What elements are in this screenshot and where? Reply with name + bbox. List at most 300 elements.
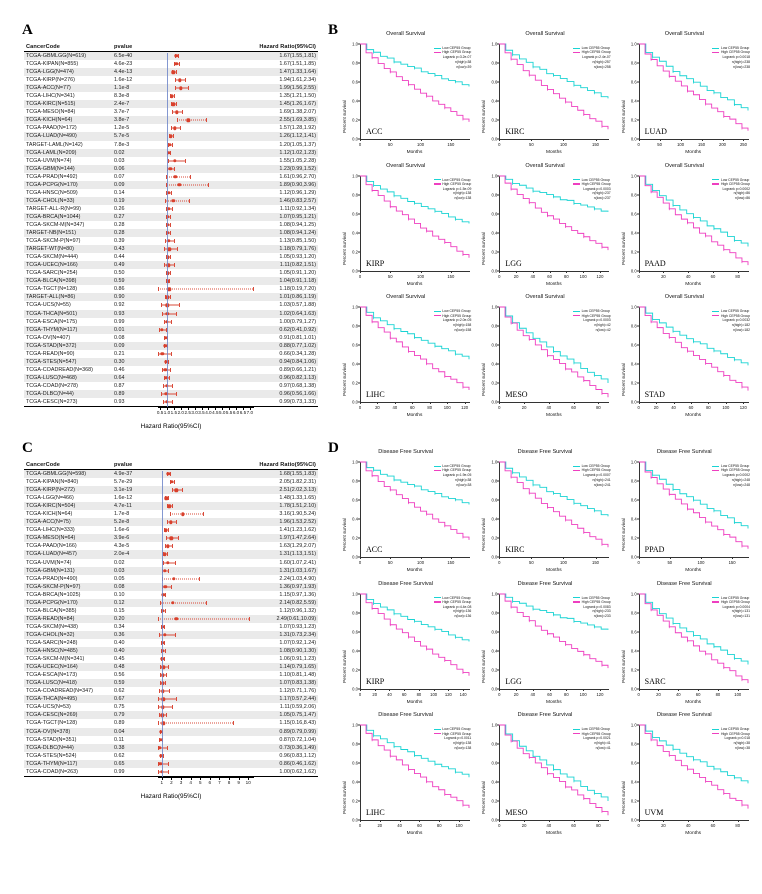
forest-marker-cell bbox=[158, 293, 254, 301]
forest-row bbox=[24, 76, 318, 84]
pvalue-cell: 0.40 bbox=[114, 639, 125, 646]
legend-entry-high bbox=[434, 314, 472, 318]
forest-row bbox=[24, 494, 318, 502]
forest-marker-cell bbox=[158, 623, 254, 631]
km-plot-title: Overall Survival bbox=[525, 162, 565, 169]
forest-row bbox=[24, 711, 318, 719]
km-x-tick-label: 50 bbox=[387, 142, 393, 147]
axis-tick-label: 5.5 bbox=[225, 410, 233, 416]
km-plot-title: Disease Free Survival bbox=[517, 449, 573, 455]
column-header-code: CancerCode bbox=[24, 462, 114, 470]
forest-marker-cell bbox=[158, 310, 254, 318]
forest-marker-cell bbox=[158, 76, 254, 84]
ci-cap bbox=[253, 287, 254, 291]
ci-cap bbox=[233, 721, 234, 725]
pvalue-cell: 0.15 bbox=[114, 607, 125, 614]
km-cancer-code: PAAD bbox=[644, 258, 666, 268]
hazard-ratio-point bbox=[172, 577, 175, 580]
ci-cap bbox=[171, 320, 172, 324]
forest-row bbox=[24, 157, 318, 165]
km-y-tick-label: 0.6 bbox=[491, 342, 498, 348]
km-plot-title: Overall Survival bbox=[386, 162, 426, 169]
legend-label-low: Low CEP55 Group bbox=[442, 309, 471, 314]
km-y-axis-label: Percent survival bbox=[620, 781, 626, 815]
forest-marker-cell bbox=[158, 671, 254, 679]
cancer-code-cell: TCGA-HNSC(N=509) bbox=[26, 189, 78, 196]
confidence-interval-line bbox=[161, 393, 176, 394]
km-x-tick-label: 20 bbox=[656, 691, 661, 697]
ci-cap bbox=[168, 528, 169, 532]
legend-logrank: Logrank p=0.0003 bbox=[583, 186, 611, 191]
km-y-tick-label: 0.2 bbox=[491, 117, 498, 123]
pvalue-cell: 0.04 bbox=[114, 728, 158, 736]
km-x-tick-label: 0 bbox=[637, 273, 640, 279]
forest-header-row bbox=[24, 44, 318, 52]
legend-logrank: Logrank p=0.0018 bbox=[722, 55, 750, 59]
km-plot-kirc bbox=[475, 30, 614, 162]
forest-row bbox=[24, 719, 318, 727]
hazard-ratio-cell: 1.06(0.91,1.23) bbox=[279, 656, 316, 663]
km-plot-title: Disease Free Survival bbox=[517, 712, 573, 719]
km-legend bbox=[434, 309, 472, 332]
km-y-tick-label: 0.2 bbox=[491, 667, 498, 673]
km-x-tick-label: 50 bbox=[667, 560, 673, 565]
hazard-ratio-cell: 3.16(1.90,5.24) bbox=[279, 511, 316, 518]
cancer-code-cell: TCGA-STAD(N=372) bbox=[24, 342, 114, 350]
km-x-tick-label: 20 bbox=[661, 823, 666, 829]
cancer-code-cell: TCGA-BLCA(N=385) bbox=[26, 607, 77, 614]
legend-n-low: n(low)=38 bbox=[456, 482, 472, 487]
cancer-code-cell: TCGA-THYM(N=117) bbox=[24, 760, 114, 768]
ci-cap bbox=[182, 488, 183, 492]
legend-label-high: High CEP55 Group bbox=[581, 599, 611, 604]
legend-label-low: Low CEP55 Group bbox=[720, 177, 750, 182]
hazard-ratio-cell: 1.17(0.57,2.44) bbox=[254, 695, 318, 703]
forest-marker-cell bbox=[158, 342, 254, 350]
pvalue-cell: 3.9e-6 bbox=[114, 534, 158, 542]
forest-marker-cell bbox=[158, 631, 254, 639]
km-y-tick-label: 1.0 bbox=[352, 722, 358, 728]
km-y-tick-label: 0.8 bbox=[491, 741, 498, 747]
legend-n-high: n(high)=138 bbox=[453, 741, 472, 746]
legend-n-high: n(high)=38 bbox=[455, 477, 472, 482]
legend-n-high: n(high)=136 bbox=[453, 609, 472, 614]
cancer-code-cell: TCGA-ESCA(N=175) bbox=[26, 318, 78, 325]
km-x-tick-label: 100 bbox=[579, 273, 587, 279]
cancer-code-cell: TCGA-LUAD(N=490) bbox=[24, 132, 114, 140]
axis-tick-label: 0.5 bbox=[156, 410, 164, 416]
axis-tick-label: 2.0 bbox=[177, 410, 184, 416]
ci-cap bbox=[175, 78, 176, 82]
km-plot-luad bbox=[615, 30, 754, 162]
km-y-axis-label: Percent survival bbox=[481, 363, 487, 397]
km-y-tick-label: 0.8 bbox=[352, 478, 358, 484]
hazard-ratio-cell: 1.02(0.64,1.63) bbox=[254, 310, 318, 318]
hazard-ratio-cell: 0.62(0.41,0.92) bbox=[254, 326, 318, 334]
legend-n-high: n(high)=138 bbox=[453, 191, 472, 196]
column-header-p: pvalue bbox=[114, 462, 158, 470]
forest-table-c bbox=[24, 462, 318, 776]
km-plot-uvm bbox=[615, 711, 754, 843]
hazard-ratio-cell: 1.67(1.51,1.85) bbox=[279, 61, 316, 68]
pvalue-cell: 1.2e-5 bbox=[114, 125, 130, 132]
ci-cap bbox=[174, 239, 175, 243]
legend-logrank: Logrank p=2.0e-05 bbox=[442, 318, 472, 323]
ci-cap bbox=[162, 312, 163, 316]
ci-cap bbox=[176, 520, 177, 524]
forest-marker-cell bbox=[158, 736, 254, 744]
ci-cap bbox=[172, 544, 173, 548]
legend-label-high: High CEP55 Group bbox=[581, 50, 611, 55]
pvalue-cell: 0.93 bbox=[114, 310, 158, 318]
forest-row bbox=[24, 141, 318, 149]
hazard-ratio-cell: 1.99(1.56,2.55) bbox=[254, 84, 318, 92]
km-cancer-code: KIRP bbox=[366, 258, 385, 268]
hazard-ratio-cell: 0.88(0.77,1.02) bbox=[254, 342, 318, 350]
km-x-tick-label: 40 bbox=[685, 823, 691, 829]
km-y-tick-label: 0.6 bbox=[630, 497, 637, 503]
hazard-ratio-point bbox=[169, 537, 172, 540]
ci-cap bbox=[165, 649, 166, 653]
cancer-code-cell: TCGA-CHOL(N=32) bbox=[24, 631, 114, 639]
hazard-ratio-cell: 1.07(0.93,1.23) bbox=[279, 623, 316, 630]
legend-label-low: Low CEP55 Group bbox=[442, 177, 471, 182]
hazard-ratio-cell: 0.87(0.72,1.04) bbox=[279, 736, 316, 743]
km-x-tick-label: 60 bbox=[547, 273, 552, 279]
forest-row bbox=[24, 615, 318, 623]
km-y-tick-label: 0.0 bbox=[630, 268, 637, 274]
forest-row bbox=[24, 591, 318, 599]
hazard-ratio-point bbox=[169, 521, 172, 524]
km-y-tick-label: 1.0 bbox=[491, 722, 498, 728]
km-y-tick-label: 0.6 bbox=[491, 79, 498, 85]
km-y-axis-label: Percent survival bbox=[342, 781, 347, 815]
forest-marker-cell bbox=[158, 181, 254, 189]
hazard-ratio-point bbox=[171, 601, 174, 604]
hazard-ratio-cell: 1.18(0.19,7.20) bbox=[279, 286, 316, 293]
ci-cap bbox=[185, 78, 186, 82]
axis-tick-label: 6.5 bbox=[239, 410, 247, 416]
legend-logrank: Logrank p=3.2e-07 bbox=[442, 55, 472, 59]
km-x-tick-label: 40 bbox=[685, 273, 691, 279]
ci-cap bbox=[173, 134, 174, 138]
km-x-tick-label: 100 bbox=[579, 691, 587, 697]
km-x-axis-label: Months bbox=[685, 699, 702, 705]
km-legend bbox=[573, 727, 611, 750]
confidence-interval-line bbox=[162, 313, 176, 314]
legend-label-high: High CEP55 Group bbox=[720, 468, 750, 473]
ci-cap bbox=[158, 721, 159, 725]
km-plot-title: Disease Free Survival bbox=[656, 712, 712, 719]
forest-row bbox=[24, 293, 318, 301]
forest-row bbox=[24, 639, 318, 647]
legend-label-high: High CEP55 Group bbox=[442, 313, 472, 318]
km-x-tick-label: 100 bbox=[455, 823, 463, 829]
forest-row bbox=[24, 269, 318, 277]
km-legend bbox=[712, 727, 750, 750]
forest-row bbox=[24, 478, 318, 486]
km-cancer-code: PPAD bbox=[644, 545, 665, 554]
legend-swatch-high bbox=[573, 601, 580, 602]
forest-row bbox=[24, 60, 318, 68]
ci-cap bbox=[175, 633, 176, 637]
ci-cap bbox=[158, 287, 159, 291]
km-x-tick-label: 50 bbox=[529, 142, 534, 147]
km-x-tick-label: 0 bbox=[498, 560, 501, 565]
legend-n-low: n(low)=136 bbox=[454, 614, 472, 619]
km-y-tick-label: 0.8 bbox=[352, 60, 358, 66]
km-x-axis-label: Months bbox=[406, 568, 423, 573]
ci-cap bbox=[190, 175, 191, 179]
legend-swatch-high bbox=[434, 183, 441, 184]
km-y-tick-label: 0.8 bbox=[491, 192, 498, 198]
forest-marker-cell bbox=[158, 350, 254, 358]
ci-cap bbox=[168, 569, 169, 573]
km-x-tick-label: 60 bbox=[547, 691, 552, 697]
km-x-tick-label: 50 bbox=[387, 273, 393, 279]
km-x-tick-label: 100 bbox=[697, 560, 705, 565]
km-plot-title: Disease Free Survival bbox=[378, 580, 434, 587]
km-y-tick-label: 0.8 bbox=[630, 323, 637, 329]
cancer-code-cell: TCGA-CESC(N=269) bbox=[24, 711, 114, 719]
km-y-tick-label: 0.2 bbox=[352, 798, 358, 804]
km-x-tick-label: 100 bbox=[430, 691, 438, 697]
ci-cap bbox=[169, 689, 170, 693]
legend-swatch-low bbox=[712, 729, 719, 730]
legend-swatch-high bbox=[434, 601, 441, 602]
pvalue-cell: 8.3e-8 bbox=[114, 93, 130, 100]
confidence-interval-line bbox=[162, 578, 199, 579]
hazard-ratio-cell: 1.20(1.05,1.37) bbox=[279, 141, 316, 148]
ci-cap bbox=[165, 681, 166, 685]
pvalue-cell: 0.08 bbox=[114, 334, 125, 341]
km-x-tick-label: 60 bbox=[409, 405, 415, 411]
km-x-axis-label: Months bbox=[545, 150, 562, 155]
km-x-tick-label: 0 bbox=[358, 405, 362, 411]
forest-marker-cell bbox=[158, 157, 254, 165]
legend-label-high: High CEP55 Group bbox=[720, 599, 750, 604]
legend-swatch-high bbox=[712, 733, 719, 734]
legend-n-low: n(low)=42 bbox=[595, 327, 611, 332]
hazard-ratio-cell: 1.12(0.96,1.29) bbox=[279, 189, 316, 196]
axis-tick-label: 5 bbox=[198, 779, 202, 785]
legend-logrank: Logrank p=0.0003 bbox=[583, 318, 611, 323]
confidence-interval-line bbox=[163, 562, 176, 563]
legend-label-low: Low CEP55 Group bbox=[442, 727, 471, 732]
forest-axis-c bbox=[158, 777, 254, 794]
pvalue-cell: 0.90 bbox=[114, 293, 158, 301]
hazard-ratio-cell: 0.99(0.73,1.33) bbox=[279, 399, 316, 406]
forest-marker-cell bbox=[158, 542, 254, 550]
km-x-tick-label: 0 bbox=[498, 823, 501, 829]
hazard-ratio-point bbox=[171, 103, 174, 106]
ci-cap bbox=[171, 191, 172, 195]
km-x-tick-label: 80 bbox=[416, 691, 422, 697]
axis-tick-label: 8 bbox=[227, 779, 231, 785]
legend-logrank: Logrank p=2.4e-07 bbox=[582, 55, 611, 59]
forest-row bbox=[24, 197, 318, 205]
legend-label-high: High CEP55 Group bbox=[581, 731, 611, 736]
legend-label-low: Low CEP55 Group bbox=[581, 595, 610, 600]
forest-marker-cell bbox=[158, 486, 254, 494]
pvalue-cell: 0.30 bbox=[114, 358, 158, 366]
km-y-axis-label: Percent survival bbox=[342, 649, 347, 683]
pvalue-cell: 4.6e-23 bbox=[114, 61, 133, 68]
hazard-ratio-point bbox=[175, 488, 178, 491]
forest-row bbox=[24, 752, 318, 760]
axis-tick-label: 6.0 bbox=[232, 410, 240, 416]
km-x-axis-label: Months bbox=[545, 281, 562, 287]
forest-marker-cell bbox=[158, 615, 254, 623]
km-y-tick-label: 0.0 bbox=[491, 268, 498, 274]
km-y-tick-label: 0.8 bbox=[491, 478, 498, 484]
km-plot-title: Overall Survival bbox=[386, 31, 426, 37]
forest-row bbox=[24, 165, 318, 173]
km-x-tick-label: 60 bbox=[417, 823, 422, 829]
forest-axis-title-a: Hazard Ratio(95%CI) bbox=[140, 423, 202, 431]
forest-marker-cell bbox=[158, 68, 254, 76]
legend-n-low: n(low)=86 bbox=[735, 196, 750, 201]
panel-letter-b: B bbox=[328, 22, 339, 38]
forest-marker-cell bbox=[158, 679, 254, 687]
km-x-tick-label: 100 bbox=[734, 691, 742, 697]
km-y-tick-label: 0.4 bbox=[352, 230, 358, 236]
legend-entry-high bbox=[573, 50, 611, 54]
legend-n-low: n(low)=238 bbox=[733, 64, 750, 69]
km-legend bbox=[573, 464, 611, 487]
km-y-tick-label: 0.6 bbox=[352, 760, 358, 766]
axis-tick-label: 4.0 bbox=[205, 410, 212, 416]
km-x-tick-label: 20 bbox=[653, 405, 659, 411]
hazard-ratio-cell: 2.24(1.03,4.90) bbox=[279, 575, 316, 582]
cancer-code-cell: TCGA-STES(N=524) bbox=[26, 752, 77, 759]
hazard-ratio-cell: 1.12(0.96,1.32) bbox=[279, 607, 316, 614]
legend-entry-high bbox=[573, 732, 611, 736]
km-x-tick-label: 60 bbox=[710, 823, 716, 829]
pvalue-cell: 0.64 bbox=[114, 374, 158, 382]
legend-entry-high bbox=[573, 468, 611, 472]
pvalue-cell: 0.65 bbox=[114, 760, 158, 768]
ci-cap bbox=[203, 512, 204, 516]
km-plot-meso bbox=[475, 293, 614, 425]
km-x-axis-label: Months bbox=[685, 150, 702, 155]
km-x-tick-label: 150 bbox=[592, 142, 599, 147]
km-y-tick-label: 1.0 bbox=[352, 41, 358, 47]
forest-marker-cell bbox=[158, 124, 254, 132]
cancer-code-cell: TCGA-THCA(N=501) bbox=[24, 310, 114, 318]
hazard-ratio-cell: 0.73(0.36,1.49) bbox=[254, 744, 318, 752]
cancer-code-cell: TCGA-LAML(N=209) bbox=[24, 149, 114, 157]
legend-n-low: n(low)=38 bbox=[735, 745, 750, 750]
km-y-tick-label: 1.0 bbox=[352, 459, 358, 465]
pvalue-cell: 0.09 bbox=[114, 181, 158, 189]
ci-cap bbox=[170, 223, 171, 227]
forest-row bbox=[24, 189, 318, 197]
legend-label-low: Low CEP55 Group bbox=[720, 595, 750, 600]
pvalue-cell: 6.5e-40 bbox=[114, 52, 158, 61]
km-x-tick-label: 120 bbox=[596, 273, 604, 279]
km-cancer-code: SARC bbox=[644, 676, 666, 686]
ci-cap bbox=[172, 384, 173, 388]
legend-swatch-low bbox=[573, 48, 580, 49]
km-y-tick-label: 0.0 bbox=[352, 817, 358, 823]
hazard-ratio-cell: 1.11(0.82,1.51) bbox=[254, 261, 318, 269]
km-plot-title: Disease Free Survival bbox=[656, 449, 712, 455]
hazard-ratio-cell: 1.89(0.90,3.96) bbox=[254, 181, 318, 189]
km-x-tick-label: 0 bbox=[358, 823, 362, 829]
pvalue-cell: 0.19 bbox=[114, 197, 158, 205]
hazard-ratio-cell: 1.07(0.92,1.24) bbox=[279, 639, 316, 646]
ci-cap bbox=[174, 263, 175, 267]
km-x-tick-label: 20 bbox=[513, 691, 519, 697]
km-y-tick-label: 0.6 bbox=[630, 79, 637, 85]
km-x-tick-label: 40 bbox=[387, 691, 392, 697]
ci-cap bbox=[161, 303, 162, 307]
pvalue-cell: 0.05 bbox=[114, 575, 125, 582]
km-y-tick-label: 1.0 bbox=[630, 722, 637, 728]
km-plot-kirp bbox=[336, 580, 475, 712]
km-x-tick-label: 0 bbox=[637, 691, 640, 697]
hazard-ratio-cell: 1.05(0.75,1.47) bbox=[254, 711, 318, 719]
panel-b-km-grid bbox=[336, 30, 754, 425]
ci-cap bbox=[170, 255, 171, 259]
cancer-code-cell: TCGA-MESO(N=84) bbox=[26, 109, 76, 116]
forest-row bbox=[24, 358, 318, 366]
forest-marker-cell bbox=[158, 173, 254, 181]
km-y-tick-label: 0.6 bbox=[352, 79, 358, 85]
km-plot-lgg bbox=[475, 162, 614, 294]
hazard-ratio-cell: 2.05(1.82,2.31) bbox=[279, 479, 316, 486]
hazard-ratio-cell: 0.97(0.68,1.38) bbox=[279, 382, 316, 389]
legend-swatch-low bbox=[434, 466, 441, 467]
cancer-code-cell: TCGA-GBMLGG(N=619) bbox=[24, 52, 114, 61]
cancer-code-cell: TARGET-NB(N=151) bbox=[24, 229, 114, 237]
forest-row bbox=[24, 318, 318, 326]
forest-row bbox=[24, 510, 318, 518]
km-y-axis-label: Percent survival bbox=[342, 363, 347, 397]
legend-label-high: High CEP55 Group bbox=[442, 50, 472, 55]
ci-cap bbox=[177, 247, 178, 251]
km-cancer-code: ACC bbox=[366, 545, 383, 554]
forest-marker-cell bbox=[158, 719, 254, 727]
km-y-tick-label: 0.6 bbox=[630, 760, 637, 766]
legend-entry-high bbox=[712, 50, 750, 54]
legend-label-high: High CEP55 Group bbox=[442, 468, 472, 473]
km-y-tick-label: 0.0 bbox=[491, 686, 498, 692]
forest-marker-cell bbox=[158, 768, 254, 776]
km-x-tick-label: 60 bbox=[571, 823, 576, 829]
pvalue-cell: 4.4e-13 bbox=[114, 68, 158, 76]
km-x-tick-label: 0 bbox=[637, 142, 640, 147]
forest-row bbox=[24, 301, 318, 309]
cancer-code-cell: TARGET-LAML(N=142) bbox=[26, 141, 83, 148]
km-x-tick-label: 40 bbox=[530, 273, 536, 279]
forest-marker-cell bbox=[158, 470, 254, 479]
km-y-tick-label: 0.4 bbox=[352, 98, 358, 104]
legend-logrank: Logrank p=0.0032 bbox=[722, 318, 750, 323]
pvalue-cell: 5.7e-29 bbox=[114, 479, 133, 486]
axis-tick-label: 5.0 bbox=[219, 410, 226, 416]
km-x-axis-label: Months bbox=[685, 568, 702, 573]
km-x-tick-label: 40 bbox=[546, 823, 552, 829]
cancer-code-cell: TCGA-THYM(N=117) bbox=[24, 326, 114, 334]
km-x-tick-label: 80 bbox=[706, 405, 711, 411]
km-y-tick-label: 0.6 bbox=[352, 629, 358, 635]
hazard-ratio-cell: 1.07(0.83,1.38) bbox=[254, 679, 318, 687]
panel-letter-c: C bbox=[22, 440, 33, 456]
forest-row bbox=[24, 647, 318, 655]
km-x-tick-label: 60 bbox=[571, 405, 576, 411]
